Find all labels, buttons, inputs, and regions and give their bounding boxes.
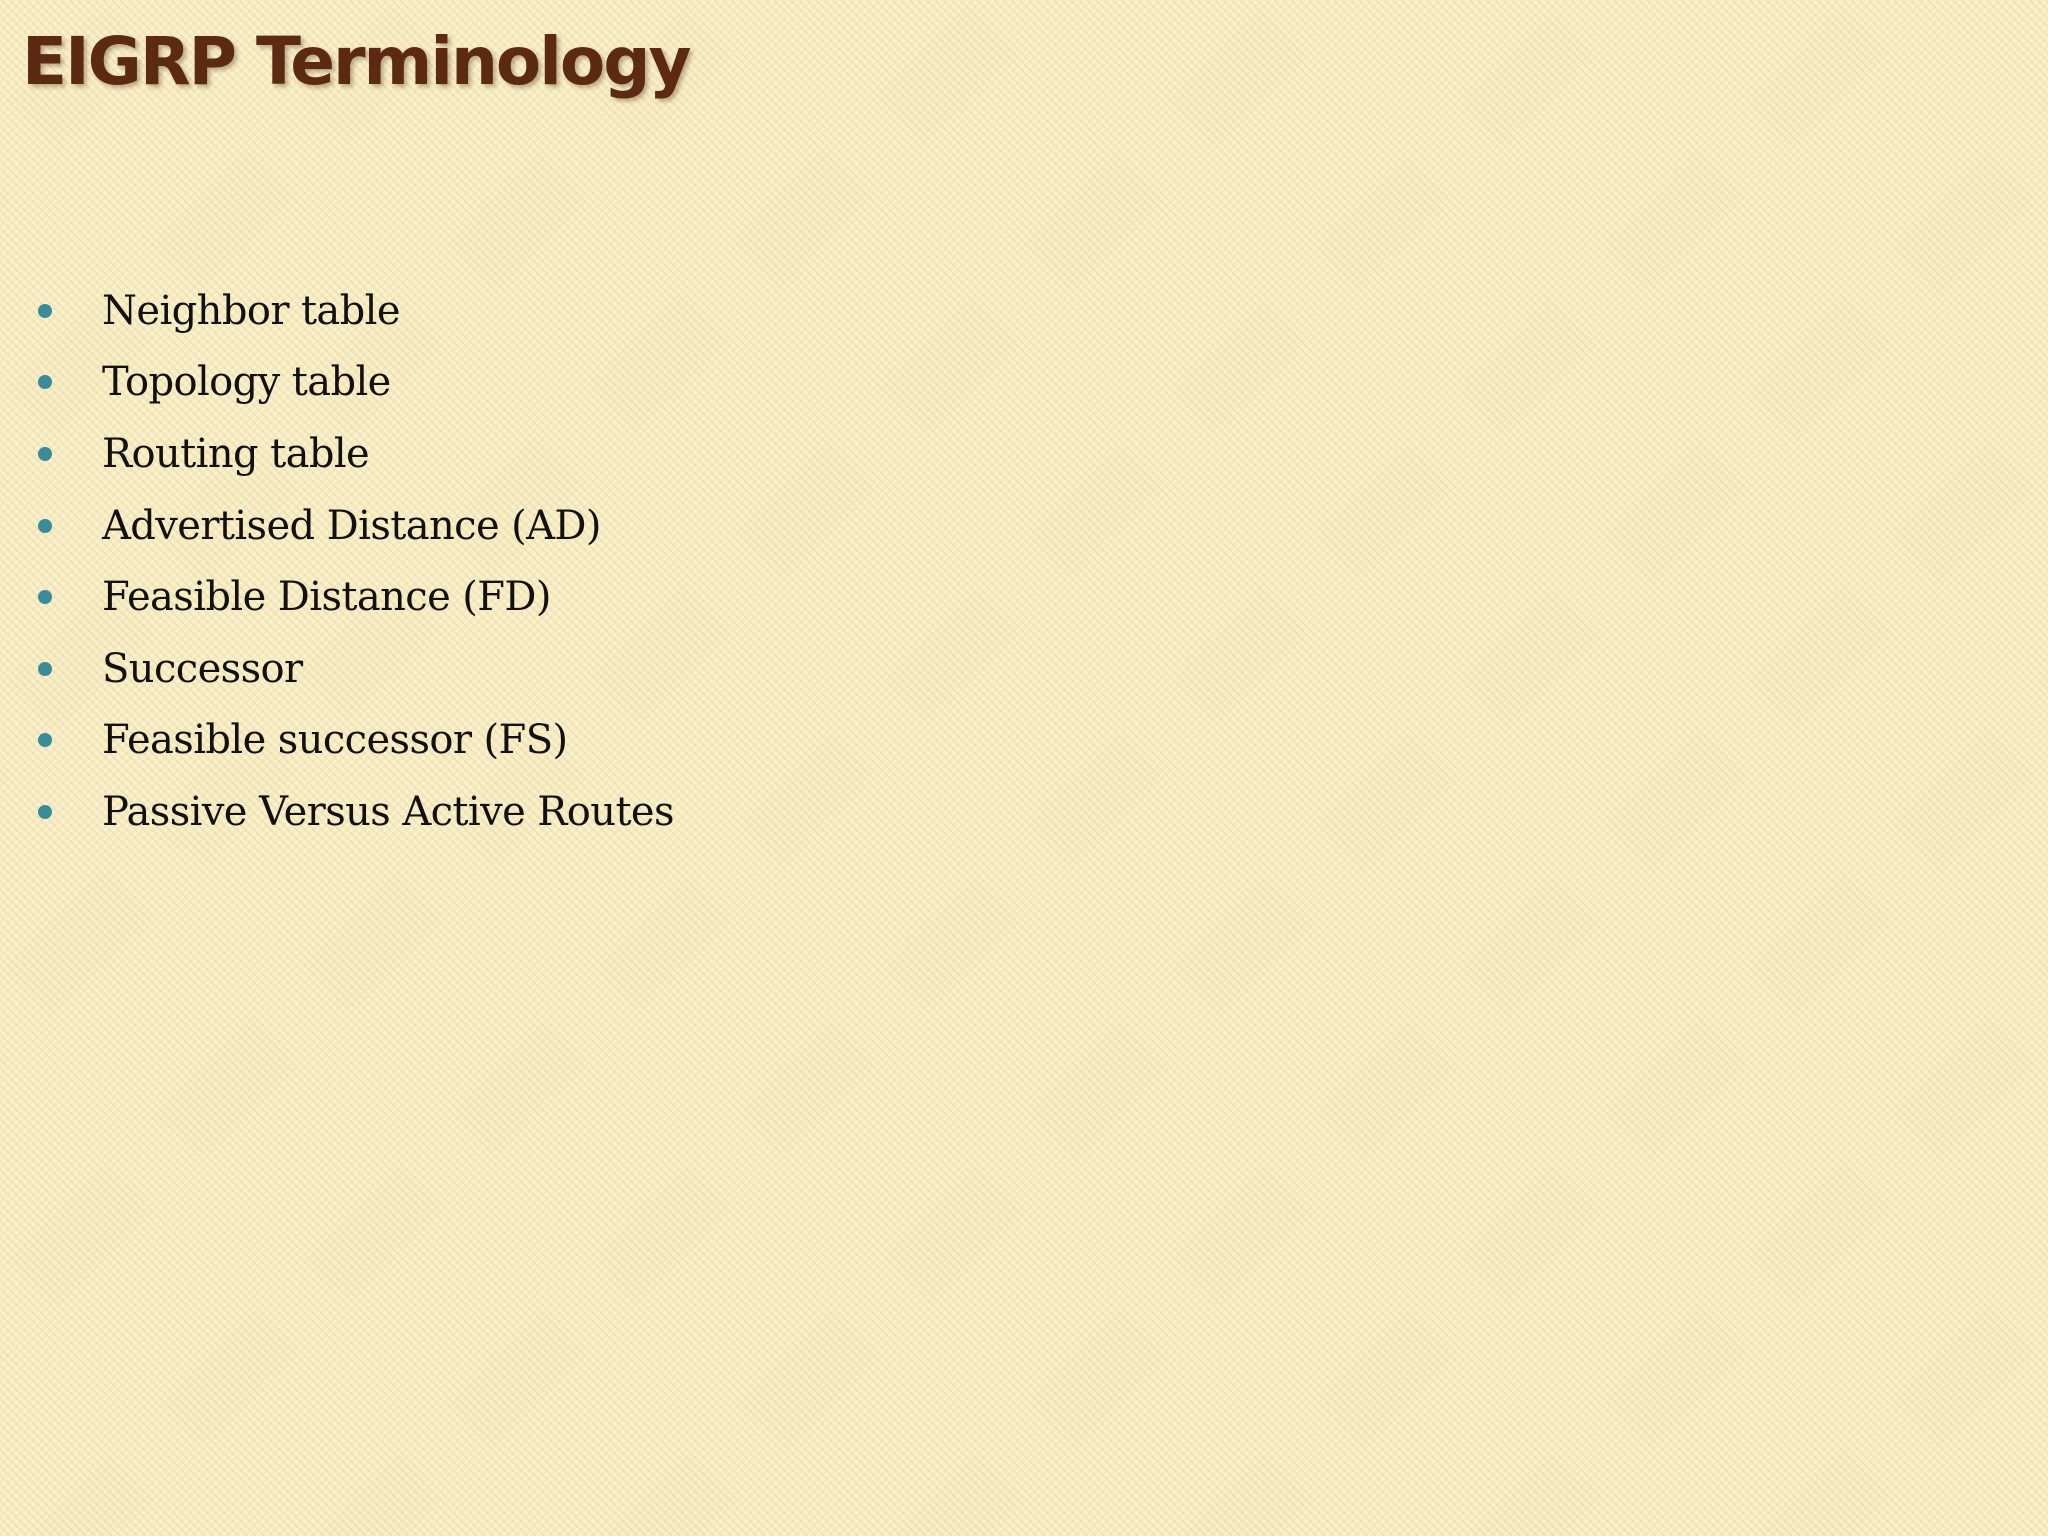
bullet-item-topology-table: [38, 347, 674, 419]
bullet-item-successor: [38, 633, 674, 705]
bullet-text: Successor: [102, 645, 303, 692]
bullet-dot-icon: [38, 304, 52, 318]
bullet-dot-icon: [38, 805, 52, 819]
bullet-item-advertised-distance: [38, 490, 674, 562]
bullet-item-feasible-distance: [38, 561, 674, 633]
bullet-dot-icon: [38, 519, 52, 533]
bullet-item-passive-versus-active: [38, 776, 674, 848]
bullet-text: Neighbor table: [102, 287, 400, 334]
bullet-text: Feasible successor (FS): [102, 717, 568, 764]
bullet-dot-icon: [38, 662, 52, 676]
slide-title: EIGRP Terminology: [22, 23, 690, 100]
bullet-text: Passive Versus Active Routes: [102, 788, 674, 835]
bullet-item-feasible-successor: [38, 705, 674, 777]
bullet-text: Advertised Distance (AD): [102, 502, 601, 549]
bullet-text: Routing table: [102, 430, 370, 477]
bullet-list: [38, 275, 674, 848]
bullet-text: Feasible Distance (FD): [102, 574, 551, 621]
bullet-dot-icon: [38, 733, 52, 747]
bullet-dot-icon: [38, 447, 52, 461]
bullet-item-routing-table: [38, 418, 674, 490]
bullet-dot-icon: [38, 590, 52, 604]
bullet-item-neighbor-table: [38, 275, 674, 347]
bullet-text: Topology table: [102, 359, 391, 406]
bullet-dot-icon: [38, 375, 52, 389]
